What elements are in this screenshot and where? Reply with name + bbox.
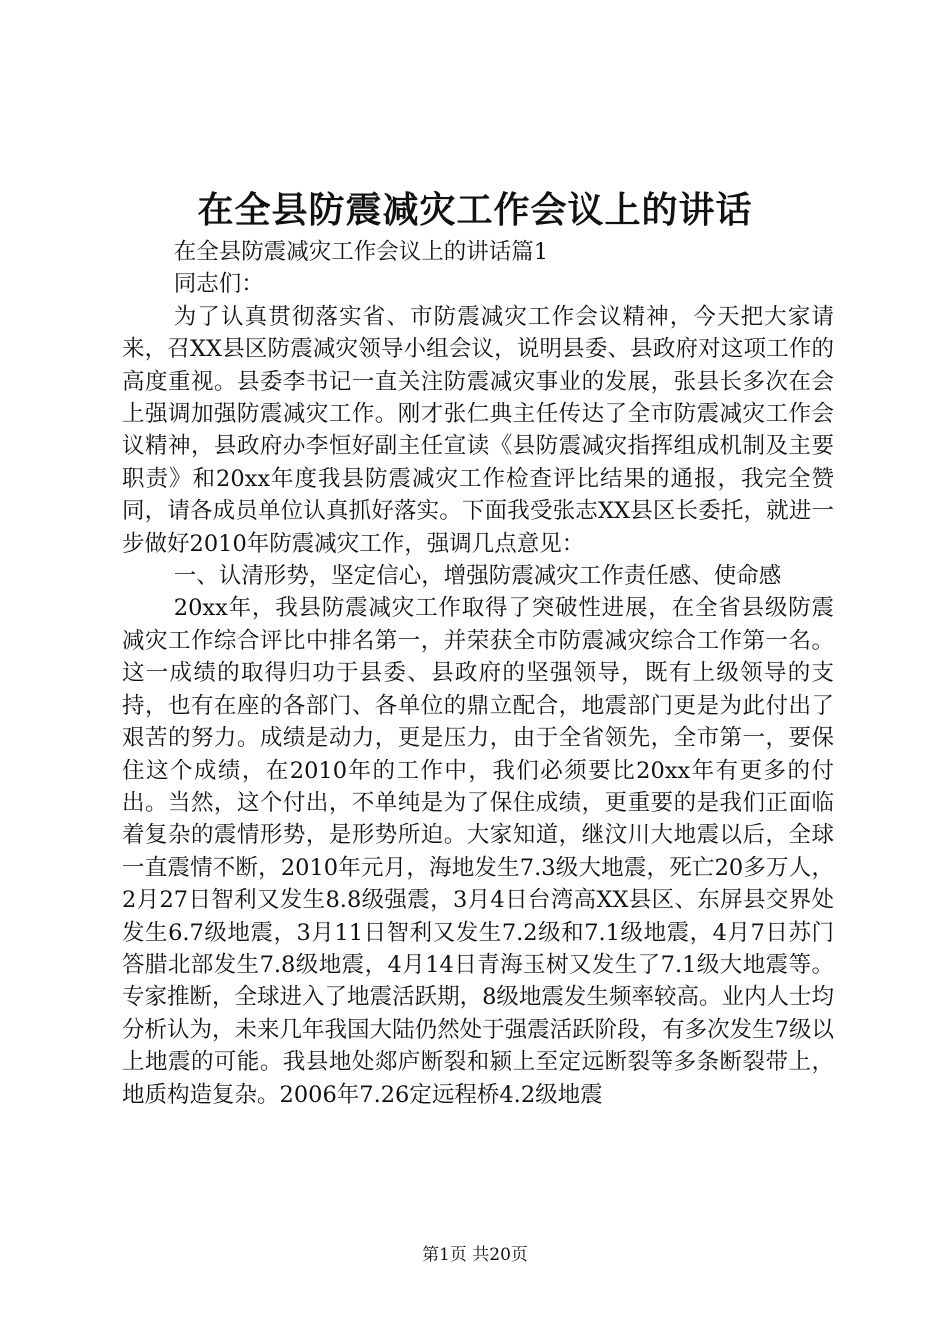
document-title: 在全县防震减灾工作会议上的讲话 <box>197 189 753 231</box>
document-body <box>122 236 834 1111</box>
body-heading: 一、认清形势，坚定信心，增强防震减灾工作责任感、使命感 <box>173 563 782 590</box>
salutation: 同志们： <box>173 271 264 298</box>
page-number: 第1页 共20页 <box>422 1245 528 1265</box>
body-paragraph: 20xx年，我县防震减灾工作取得了突破性进展，在全省县级防震减灾工作综合评比中排名第一，并荣获全市防震减灾综合工作第一名。这一成绩的取得归功于县委、县政府的坚强领导，既有上级领导的支持，也有在座的各部门、各单位的鼎立配合，地震部门更是为此付出了艰苦的努力。成绩是动力，更是压力，由于全省领先，全市第一，要保住这个成绩，在2010年的工作中，我们必须要比20xx年有更多的付出。当然，这个付出，不单纯是为了保住成绩，更重要的是我们正面临着复杂的震情形势，是形势所迫。大家知道，继汶川大地震以后，全球一直震情不断，2010年元月，海地发生7.3级大地震，死亡20多万人，2月27日智利又发生8.8级强震，3月4日台湾高XX县区、东屏县交界处发生6.7级地震，3月11日智利又发生7.2级和7.1级地震，4月7日苏门答腊北部发生7.8级地震，4月14日青海玉树又发生了7.1级大地震等。专家推断，全球进入了地震活跃期，8级地震发生频率较高。业内人士均分析认为，未来几年我国大陆仍然处于强震活跃阶段，有多次发生7级以上地震的可能。我县地处郯庐断裂和颍上至定远断裂等多条断裂带上，地质构造复杂。2006年7.26定远程桥4.2级地震 <box>122 595 834 1108</box>
body-paragraph: 为了认真贯彻落实省、市防震减灾工作会议精神，今天把大家请来，召XX县区防震减灾领导小组会议，说明县委、县政府对这项工作的高度重视。县委李书记一直关注防震减灾事业的发展，张县长多次在会上强调加强防震减灾工作。刚才张仁典主任传达了全市防震减灾工作会议精神，县政府办李恒好副主任宣读《县防震减灾指挥组成机制及主要职责》和20xx年度我县防震减灾工作检查评比结果的通报，我完全赞同，请各成员单位认真抓好落实。下面我受张志XX县区长委托，就进一步做好2010年防震减灾工作，强调几点意见： <box>122 303 834 557</box>
section-heading: 在全县防震减灾工作会议上的讲话篇1 <box>173 239 549 265</box>
